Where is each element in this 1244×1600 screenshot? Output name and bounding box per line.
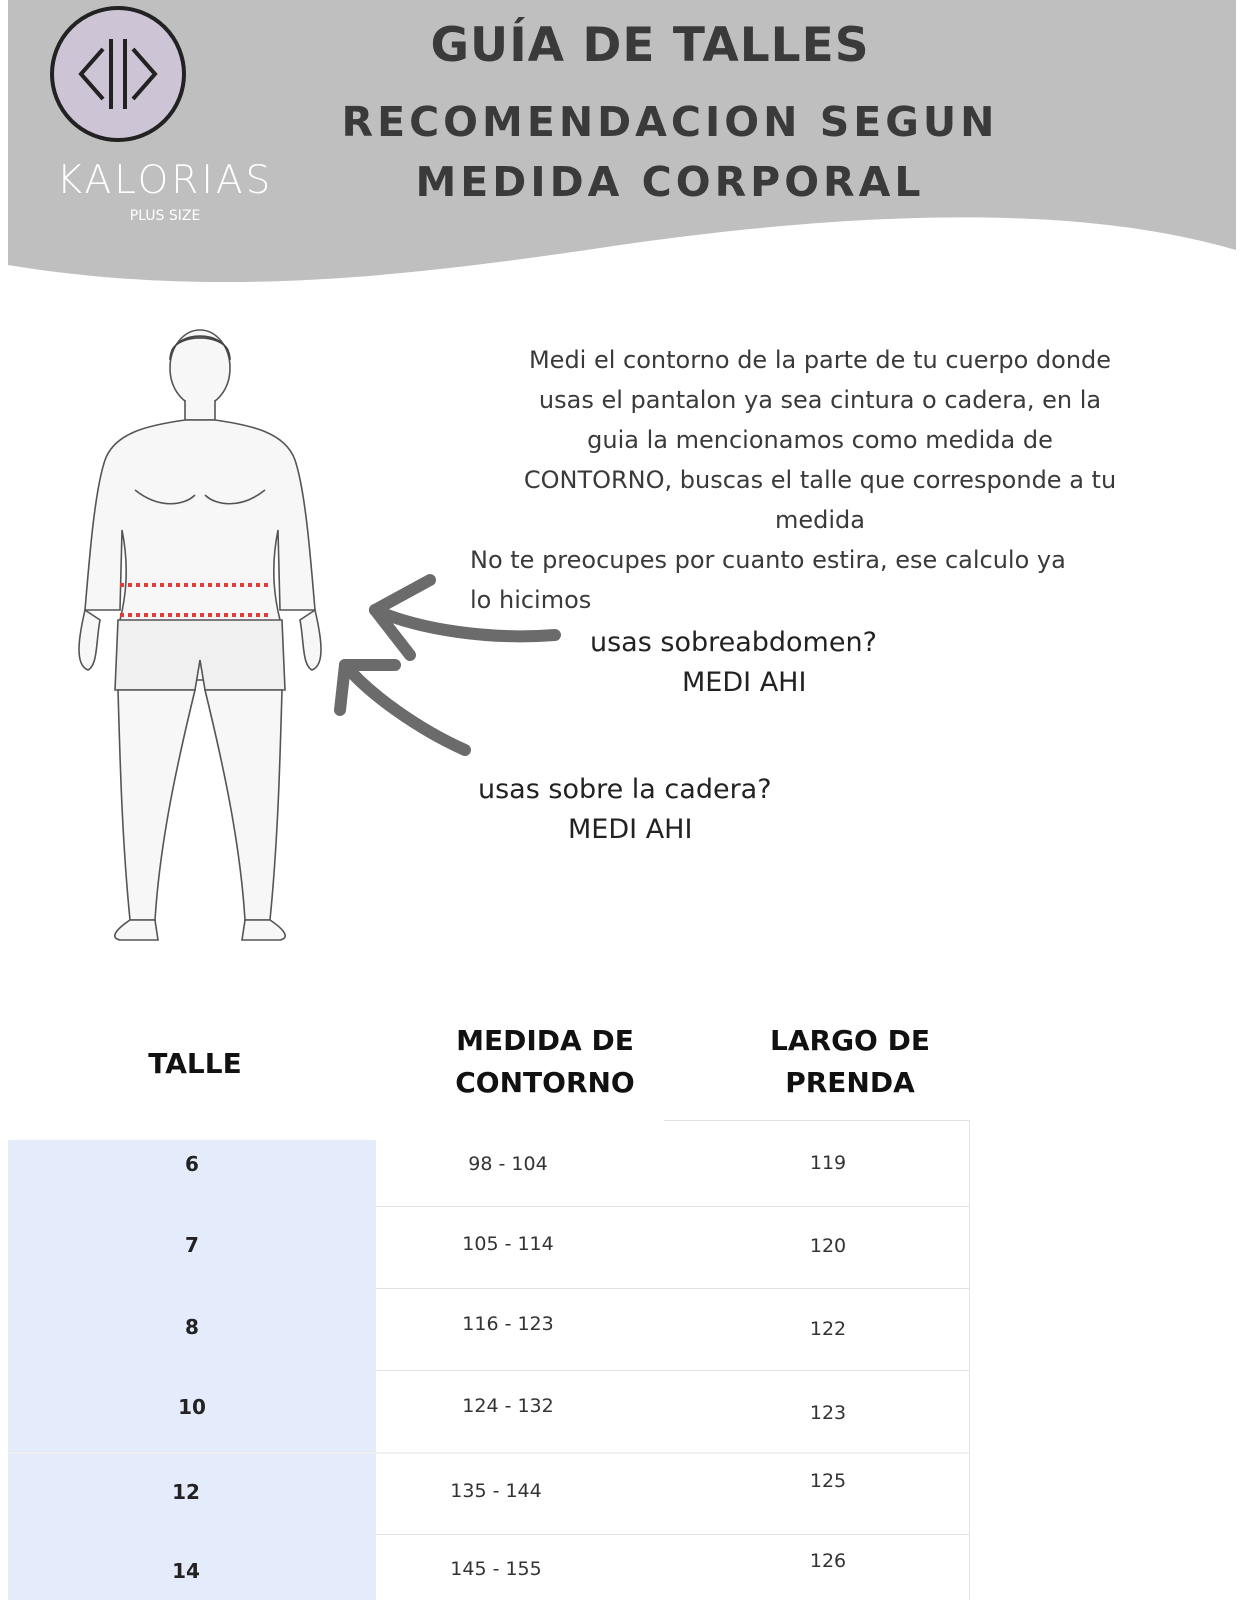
callout-cadera bbox=[478, 770, 772, 850]
instruction-line: CONTORNO, buscas el talle que corresponde a tu bbox=[523, 466, 1117, 494]
table-cell-talle: 8 bbox=[185, 1315, 199, 1339]
table-cell-talle: 7 bbox=[185, 1233, 199, 1257]
callout-abdomen-answer: MEDI AHI bbox=[682, 667, 807, 698]
instructions-text bbox=[470, 340, 1170, 620]
subtitle-line-2: MEDIDA CORPORAL bbox=[415, 158, 925, 206]
table-cell-medida: 124 - 132 bbox=[462, 1395, 554, 1417]
table-cell-largo: 126 bbox=[809, 1550, 847, 1572]
table-cell-medida: 116 - 123 bbox=[462, 1313, 554, 1335]
row-divider bbox=[8, 1452, 969, 1454]
header-largo-line-2: PRENDA bbox=[785, 1066, 915, 1099]
brand-tagline: PLUS SIZE bbox=[129, 208, 201, 224]
header-largo bbox=[720, 1020, 980, 1104]
page-subtitle bbox=[300, 92, 1040, 212]
row-divider bbox=[664, 1120, 969, 1121]
header-medida-line-2: CONTORNO bbox=[455, 1066, 635, 1099]
callout-abdomen bbox=[590, 623, 877, 703]
table-cell-largo: 122 bbox=[809, 1318, 847, 1340]
table-cell-largo: 123 bbox=[809, 1402, 847, 1424]
header-largo-line-1: LARGO DE bbox=[770, 1024, 930, 1057]
row-divider bbox=[376, 1288, 969, 1289]
subtitle-line-1: RECOMENDACION SEGUN bbox=[341, 98, 999, 146]
instruction-line: medida bbox=[775, 506, 865, 534]
header-medida bbox=[410, 1020, 680, 1104]
row-divider bbox=[376, 1206, 969, 1207]
table-cell-talle: 10 bbox=[178, 1395, 206, 1419]
talle-column bbox=[8, 1140, 376, 1600]
largo-column bbox=[664, 1120, 970, 1600]
table-cell-largo: 120 bbox=[809, 1235, 847, 1257]
table-cell-talle: 12 bbox=[172, 1480, 200, 1504]
body-illustration bbox=[60, 320, 340, 960]
table-cell-largo: 119 bbox=[809, 1152, 847, 1174]
instruction-line: lo hicimos bbox=[470, 586, 592, 614]
instruction-line: usas el pantalon ya sea cintura o cadera, en la bbox=[538, 386, 1102, 414]
instruction-line: Medi el contorno de la parte de tu cuerpo donde bbox=[528, 346, 1112, 374]
table-cell-medida: 98 - 104 bbox=[468, 1153, 548, 1175]
row-divider bbox=[376, 1534, 969, 1535]
brand-logo-icon bbox=[48, 4, 188, 144]
table-cell-medida: 145 - 155 bbox=[450, 1558, 542, 1580]
page-title: GUÍA DE TALLES bbox=[430, 18, 870, 73]
table-cell-largo: 125 bbox=[809, 1470, 847, 1492]
header-talle: TALLE bbox=[148, 1047, 242, 1080]
instruction-line: No te preocupes por cuanto estira, ese calculo ya bbox=[470, 546, 1066, 574]
instruction-line: guia la mencionamos como medida de bbox=[587, 426, 1053, 454]
brand-name: KALORIAS bbox=[56, 158, 274, 203]
header-medida-line-1: MEDIDA DE bbox=[456, 1024, 634, 1057]
table-cell-talle: 14 bbox=[172, 1559, 200, 1583]
callout-abdomen-question: usas sobreabdomen? bbox=[590, 627, 877, 658]
row-divider bbox=[376, 1370, 969, 1371]
table-cell-medida: 135 - 144 bbox=[450, 1480, 542, 1502]
table-cell-medida: 105 - 114 bbox=[462, 1233, 554, 1255]
callout-cadera-answer: MEDI AHI bbox=[568, 814, 693, 845]
callout-cadera-question: usas sobre la cadera? bbox=[478, 774, 772, 805]
table-cell-talle: 6 bbox=[185, 1152, 199, 1176]
